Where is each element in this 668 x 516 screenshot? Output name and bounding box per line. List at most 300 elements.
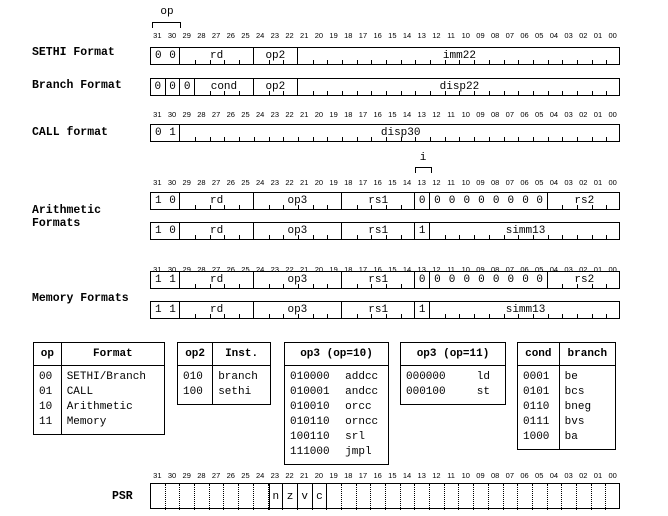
bit-tick [548,137,549,141]
psr-label: PSR [112,490,133,503]
bit-tick [386,314,387,318]
bit-tick [445,235,446,239]
bit-number: 12 [432,110,441,119]
bit-number: 19 [329,110,338,119]
op-bracket [152,22,181,28]
bit-number: 14 [402,31,412,40]
bit-tick [562,205,563,209]
bit-tick [371,235,372,239]
bit-number: 17 [358,265,368,274]
bit-number: 03 [564,110,573,119]
field-nobr: 0 [155,127,162,139]
bit-tick [283,284,284,288]
bit-number: 05 [535,178,544,187]
cond-code: 0001 [518,366,560,386]
op-code: 10 [34,400,62,415]
call-format-word [150,124,620,142]
bit-tick [518,137,519,141]
bit-tick [606,235,607,239]
psr-register [150,483,620,509]
bit-tick [195,235,196,239]
cond-branch: ba [564,431,578,443]
bit-tick [415,137,416,141]
bit-tick [533,235,534,239]
op3-code: 000100 [406,386,446,398]
bit-tick [474,91,475,95]
bit-number: 22 [285,110,294,119]
op2-code: 010 [178,366,213,386]
bit-tick [313,60,314,64]
bit-number: 08 [490,265,500,274]
bit-number: 31 [153,265,162,274]
bit-tick [474,235,475,239]
op-table [33,342,165,435]
bit-tick [327,235,328,239]
bit-number: 13 [417,110,426,119]
op-format: Arithmetic [66,401,133,413]
bit-number: 10 [461,178,470,187]
bit-number: 20 [314,110,324,119]
cond-code: 1000 [518,430,560,450]
cond-table-header-cond: cond [518,343,560,366]
bit-tick [459,235,460,239]
field-op2: op2 [254,48,298,64]
op3-code: 100110 [290,431,330,443]
bit-number: 31 [153,31,162,40]
bit-tick [606,314,607,318]
bit-number: 15 [388,31,397,40]
bit-number: 18 [344,265,353,274]
bit-tick [489,314,490,318]
field-rd: rd [180,193,253,209]
bit-tick [195,60,196,64]
bit-number: 29 [182,31,191,40]
bit-tick [592,235,593,239]
field-nobr: 0 [434,274,441,286]
bit-number: 11 [447,471,455,480]
field-nobr: 0 [478,274,485,286]
bit-number: 13 [417,265,426,274]
bit-number: 27 [211,110,221,119]
bit-number: 01 [593,265,603,274]
field-rs1: rs1 [342,223,415,239]
bit-value: 0 [180,79,195,95]
op-bracket-label: op [160,6,174,18]
psr-bit [195,484,210,510]
op-code: 11 [34,415,62,435]
bit-tick [401,137,402,141]
bit-tick [401,91,402,95]
psr-bit [445,484,460,510]
bit-number: 22 [285,178,294,187]
bit-number: 27 [211,265,221,274]
bit-number: 26 [226,265,235,274]
op2-inst: branch [218,371,258,383]
psr-bit [562,484,577,510]
bit-tick [415,60,416,64]
bit-tick [224,137,225,141]
bit-number: 15 [388,110,397,119]
bit-number: 21 [300,31,309,40]
psr-bit [357,484,372,510]
op-table-header-format: Format [61,343,164,366]
bit-number: 24 [255,110,265,119]
i-bracket-label: i [419,152,427,164]
bit-tick [592,60,593,64]
op3-code: 010001 [290,386,330,398]
bit-tick [459,137,460,141]
bit-number: 02 [579,110,588,119]
field-nobr: 0 [448,195,456,207]
bit-tick [592,205,593,209]
bit-tick [401,284,402,288]
bit-number: 18 [344,178,353,187]
bit-number: 06 [520,265,529,274]
bit-tick [342,60,343,64]
bit-tick [283,235,284,239]
bit-tick [195,137,196,141]
op-format: SETHI/Branch [66,371,146,383]
bit-number: 04 [549,110,559,119]
psr-bit [210,484,225,510]
bit-tick [445,91,446,95]
bit-tick [386,60,387,64]
bit-tick [577,284,578,288]
field-nobr: 0 [478,195,485,207]
bit-number: 16 [373,110,382,119]
bit-tick [269,314,270,318]
bit-tick [371,205,372,209]
bit-number: 02 [579,178,588,187]
bit-number: 20 [314,31,324,40]
bit-tick [210,60,211,64]
bit-number: 04 [549,265,559,274]
bit-tick [357,314,358,318]
bit-number: 24 [255,31,265,40]
bit-number: 24 [255,178,265,187]
bit-number: 16 [373,471,382,480]
bit-tick [283,314,284,318]
bit-number: 07 [505,265,515,274]
bit-tick [224,314,225,318]
bit-tick [474,137,475,141]
bit-tick [224,60,225,64]
bit-tick [533,91,534,95]
psr-flag-c: c [313,484,328,510]
bit-number: 25 [241,110,250,119]
bit-tick [562,91,563,95]
memory-format-word-1 [150,271,620,289]
bit-tick [269,284,270,288]
bit-tick [489,60,490,64]
bit-number: 12 [432,471,441,480]
bit-number: 30 [167,178,177,187]
bit-tick [504,314,505,318]
bit-tick [386,205,387,209]
bit-number: 10 [461,265,470,274]
bit-value: 0 [415,272,430,288]
bit-number: 22 [285,265,294,274]
bit-number: 10 [461,471,470,480]
field-nobr: 1 [155,274,162,286]
bit-tick [592,314,593,318]
field-rd: rd [180,302,253,318]
field-simm13: simm13 [505,225,546,237]
bit-tick [459,60,460,64]
bit-tick [577,137,578,141]
bit-value: 1 [166,125,181,141]
bit-number: 00 [608,265,617,274]
op-code: 01 [34,385,62,400]
sethi-format-label: SETHI Format [32,46,115,59]
bit-number: 03 [564,31,573,40]
bit-tick [283,137,284,141]
bit-tick [239,205,240,209]
cond-code: 0110 [518,400,560,415]
bit-tick [195,205,196,209]
op2-code: 100 [178,385,213,405]
bit-number: 19 [329,265,338,274]
bit-tick [195,284,196,288]
bit-number: 07 [505,178,515,187]
bit-number: 04 [549,471,559,480]
bit-number: 08 [490,110,500,119]
bit-number: 12 [432,178,441,187]
psr-bit [606,484,621,510]
bit-tick [445,60,446,64]
bit-tick [548,91,549,95]
cond-branch: be [564,371,578,383]
bit-tick [562,137,563,141]
psr-bit [401,484,416,510]
bit-tick [401,235,402,239]
bit-tick [313,137,314,141]
bit-tick [518,235,519,239]
bit-number: 09 [476,110,485,119]
bit-tick [577,60,578,64]
arithmetic-format-word-1 [150,192,620,210]
bit-tick [445,314,446,318]
bit-number: 11 [447,31,455,40]
bit-number: 19 [329,31,338,40]
bit-number: 28 [197,471,206,480]
bit-number: 13 [417,31,426,40]
bit-number: 30 [167,31,177,40]
op3-op10-table-header: op3 (op=10) [285,343,389,366]
bit-number: 07 [505,110,515,119]
bit-tick [533,314,534,318]
bit-number: 17 [358,471,368,480]
bit-tick [313,235,314,239]
cond-code: 0101 [518,385,560,400]
bit-number: 29 [182,178,191,187]
bit-tick [489,137,490,141]
bit-number: 17 [358,178,368,187]
op2-inst: sethi [218,386,252,398]
field-nobr: 0 [507,274,515,286]
bit-tick [327,314,328,318]
field-rs1: rs1 [342,302,415,318]
psr-bit [239,484,254,510]
arithmetic-formats-label: Arithmetic Formats [32,204,102,230]
bit-number: 00 [608,471,617,480]
op3-inst: srl [345,431,365,443]
bit-number: 15 [388,471,397,480]
bit-tick [269,60,270,64]
bit-tick [269,235,270,239]
field-rd: rd [180,223,253,239]
bit-number: 09 [476,178,485,187]
bit-number: 05 [535,110,544,119]
bit-number: 04 [549,31,559,40]
bit-number: 14 [402,471,412,480]
bit-number: 23 [270,265,280,274]
op-code: 00 [34,366,62,386]
bit-number: 19 [329,471,338,480]
bit-tick [533,137,534,141]
bit-number: 26 [226,31,235,40]
bit-tick [298,205,299,209]
bit-number: 22 [285,471,294,480]
psr-bit [166,484,181,510]
bit-number: 14 [402,110,412,119]
bit-number: 00 [608,178,617,187]
op3-inst: orncc [345,416,379,428]
op3-code: 010010 [290,401,330,413]
field-op2: op2 [254,79,298,95]
bit-tick [342,91,343,95]
op2-table-header-inst: Inst. [213,343,271,366]
bit-number: 10 [461,110,470,119]
bit-number: 21 [300,265,309,274]
bit-tick [430,137,431,141]
bit-number: 25 [241,31,250,40]
bit-tick [504,137,505,141]
op3-code: 010000 [290,371,330,383]
bit-tick [489,91,490,95]
bit-tick [401,314,402,318]
bit-tick [210,91,211,95]
bit-tick [592,91,593,95]
field-disp30: disp30 [380,127,421,139]
bit-number: 29 [182,265,191,274]
field-rs1: rs1 [342,193,415,209]
bit-tick [606,284,607,288]
psr-bit [489,484,504,510]
bit-tick [298,284,299,288]
bit-tick [269,205,270,209]
bit-tick [606,137,607,141]
bit-number: 15 [388,265,397,274]
psr-bit [180,484,195,510]
bit-tick [401,205,402,209]
bit-number: 16 [373,178,382,187]
bit-number: 02 [579,31,588,40]
field-rs2: rs2 [574,274,595,286]
bit-tick [224,205,225,209]
bit-tick [577,314,578,318]
cond-table-header-branch: branch [559,343,615,366]
bit-number: 12 [432,31,441,40]
bit-tick [577,235,578,239]
bit-number: 08 [490,31,500,40]
bit-tick [254,137,255,141]
memory-formats-label: Memory Formats [32,292,129,305]
bit-number: 23 [270,110,280,119]
bit-number: 03 [564,471,573,480]
bit-tick [327,205,328,209]
psr-bit [386,484,401,510]
bit-number: 00 [608,110,617,119]
bit-tick [239,235,240,239]
bit-tick [210,205,211,209]
bit-number: 12 [432,265,441,274]
field-rd: rd [180,48,253,64]
bit-number: 27 [211,178,221,187]
bit-tick [283,91,284,95]
psr-bit [592,484,607,510]
bit-number: 20 [314,471,324,480]
bit-tick [371,314,372,318]
bit-number: 18 [344,471,353,480]
bit-tick [606,91,607,95]
bit-tick [357,60,358,64]
field-nobr: 1 [155,304,162,316]
psr-bit [518,484,533,510]
field-nobr: 0 [507,195,515,207]
call-format-label: CALL format [32,126,108,139]
bit-tick [210,137,211,141]
bit-number: 19 [329,178,338,187]
bit-value: 0 [151,79,166,95]
bit-tick [313,91,314,95]
field-nobr: 0 [448,274,456,286]
bit-number: 29 [182,110,191,119]
op3-inst: addcc [345,371,379,383]
psr-bit [504,484,519,510]
bit-tick [239,60,240,64]
bit-value: 0 [166,193,181,209]
bit-number: 28 [197,31,206,40]
bit-tick [518,60,519,64]
branch-format-word [150,78,620,96]
bit-tick [533,60,534,64]
bit-tick [327,284,328,288]
bit-tick [474,314,475,318]
bit-number: 31 [153,178,162,187]
bit-tick [210,284,211,288]
field-nobr: 0 [463,195,471,207]
psr-flag-v: v [298,484,313,510]
bit-number: 26 [226,110,235,119]
bit-tick [562,314,563,318]
psr-bit [548,484,563,510]
bit-tick [548,235,549,239]
bit-number: 29 [182,471,191,480]
bit-tick [577,91,578,95]
op3-inst: st [476,386,490,398]
bit-number: 30 [167,471,177,480]
op3-op11-table-header: op3 (op=11) [401,343,506,366]
bit-number: 21 [300,178,309,187]
bit-number: 28 [197,110,206,119]
field-nobr: 0 [155,50,162,62]
bit-number: 26 [226,471,235,480]
op3-inst: ld [476,371,490,383]
bit-number: 13 [417,471,426,480]
bit-value: 1 [415,302,430,318]
bit-number: 26 [226,178,235,187]
